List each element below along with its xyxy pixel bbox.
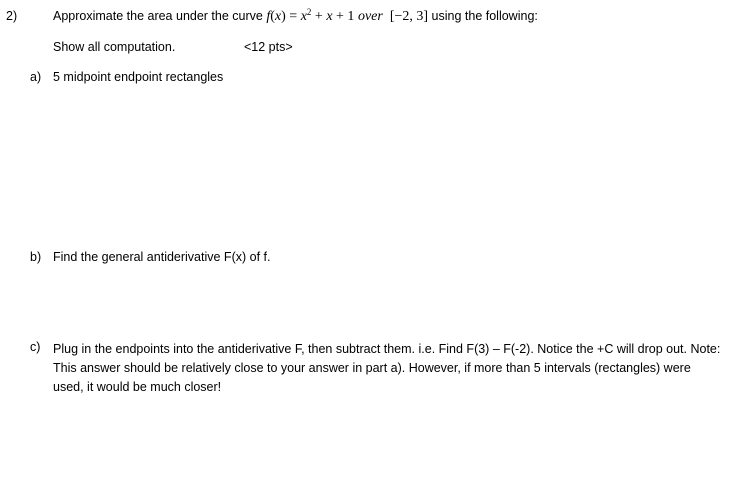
part-a-text: 5 midpoint endpoint rectangles <box>53 70 224 84</box>
formula-plus: + <box>311 9 327 24</box>
points-label: <12 pts> <box>244 40 293 54</box>
part-c-text: Plug in the endpoints into the antiderivative F, then subtract them. i.e. Find F(3) – F(-2). Notice the +C will drop out. Note: This answer should be relatively close to your answer in part a). However, if more than 5 intervals (rectangles) were used, it would be much closer! <box>53 342 721 394</box>
part-a-label: a) <box>30 70 42 84</box>
formula-open: ( <box>270 9 275 24</box>
part-c-label: c) <box>30 340 41 354</box>
part-b-text: Find the general antiderivative F(x) of f. <box>53 250 271 264</box>
formula-x: x <box>274 9 282 24</box>
formula-close: ) = <box>281 9 301 24</box>
statement-text-after: using the following: <box>431 9 538 23</box>
formula-x-linear: x <box>326 9 333 24</box>
formula-x-squared: x <box>300 9 307 24</box>
problem-statement <box>53 9 538 25</box>
part-b-label: b) <box>30 250 42 264</box>
formula-exponent: 2 <box>306 7 312 17</box>
statement-text-before: Approximate the area under the curve <box>53 9 263 23</box>
formula-interval: [−2, 3] <box>389 9 429 24</box>
problem-number: 2) <box>6 9 18 23</box>
formula-over: over <box>357 9 383 24</box>
instruction-text: Show all computation. <box>53 40 176 54</box>
formula-f: f <box>266 9 271 24</box>
function-formula <box>266 9 428 24</box>
formula-constant: + 1 <box>332 9 355 24</box>
